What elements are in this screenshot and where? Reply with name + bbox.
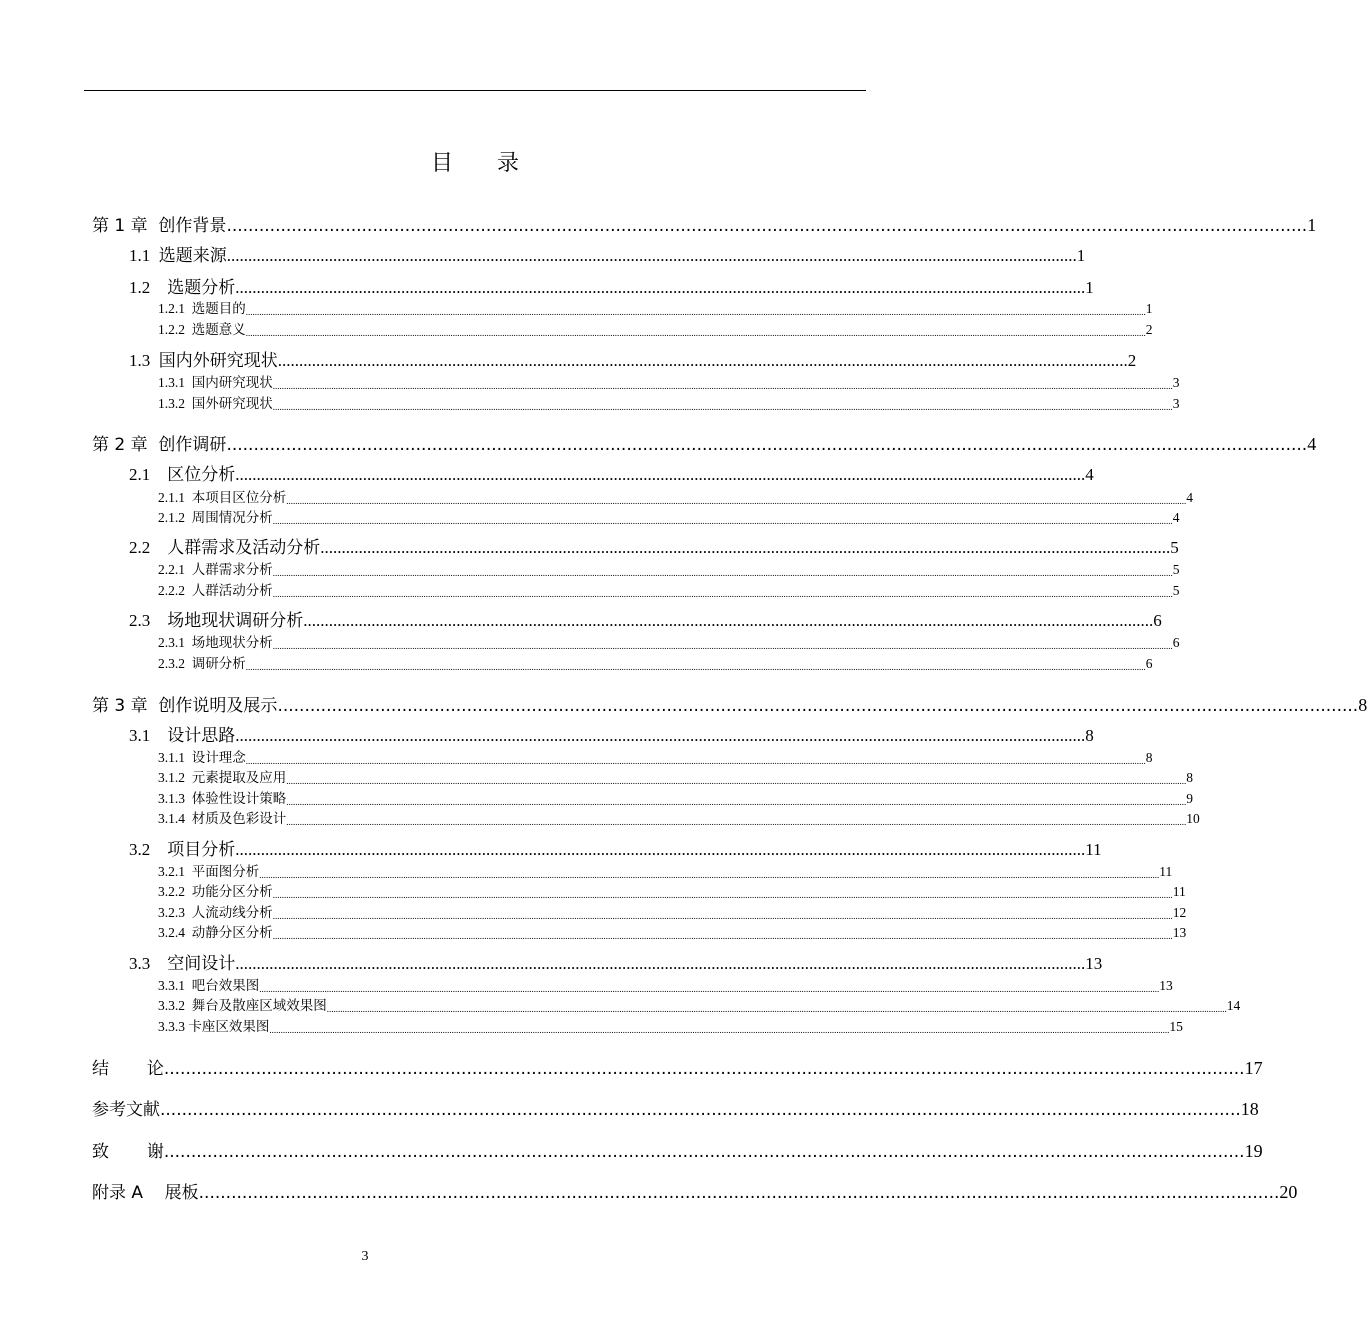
toc-entry-label: 2.2.1 人群需求分析 bbox=[158, 562, 273, 577]
toc-entry[interactable] bbox=[92, 1055, 1263, 1079]
toc-leader-dots: ................................................................................................................................................................................................................................................................................................................................................................................................................ bbox=[245, 662, 1146, 672]
toc-leader-dots: ........................................................................................................................................................................................................ bbox=[226, 246, 1077, 265]
toc-entry-page: 20 bbox=[1279, 1182, 1298, 1202]
toc-entry-page: 4 bbox=[1186, 490, 1193, 505]
toc-entry-page: 5 bbox=[1170, 538, 1179, 557]
toc-title-char-2: 录 bbox=[497, 151, 520, 176]
toc-entry-label: 第 3 章 创作说明及展示 bbox=[92, 696, 278, 716]
toc-entry-label: 1.3.1 国内研究现状 bbox=[158, 375, 273, 390]
toc-entry-label: 3.2.3 人流动线分析 bbox=[158, 905, 273, 920]
toc-entry[interactable] bbox=[158, 509, 1180, 526]
toc-entry-label: 3.1.3 体验性设计策略 bbox=[158, 791, 287, 806]
toc-entry-page: 4 bbox=[1085, 465, 1094, 484]
toc-entry-label: 第 2 章 创作调研 bbox=[92, 435, 227, 455]
toc-entry-page: 1 bbox=[1307, 215, 1317, 235]
toc-entry[interactable] bbox=[158, 1018, 1183, 1035]
toc-entry-label: 2.3 场地现状调研分析 bbox=[129, 611, 304, 630]
toc-entry[interactable] bbox=[92, 431, 1317, 455]
toc-entry-page: 9 bbox=[1186, 791, 1193, 806]
toc-entry-page: 2 bbox=[1145, 322, 1153, 337]
toc-entry-page: 4 bbox=[1307, 434, 1317, 454]
toc-entry[interactable] bbox=[129, 463, 1094, 485]
toc-entry[interactable] bbox=[129, 609, 1162, 631]
toc-entry[interactable] bbox=[158, 655, 1153, 672]
toc-entry[interactable] bbox=[129, 838, 1102, 860]
toc-entry-label: 3.3.3 卡座区效果图 bbox=[158, 1019, 270, 1034]
toc-leader-dots: ........................................................................................................................................................................................................ bbox=[235, 465, 1086, 484]
toc-leader-dots: ........................................................................................................................................................................................................ bbox=[160, 1100, 1241, 1120]
toc-entry[interactable] bbox=[158, 561, 1180, 578]
toc-entry[interactable] bbox=[158, 924, 1187, 941]
toc-entry-page: 17 bbox=[1244, 1058, 1263, 1078]
toc-entry-label: 1.2.2 选题意义 bbox=[158, 322, 246, 337]
toc-entry[interactable] bbox=[129, 276, 1094, 298]
toc-entry[interactable] bbox=[92, 1138, 1263, 1162]
toc-leader-dots: ........................................................................................................................................................................................................ bbox=[163, 1142, 1245, 1162]
toc-entry-page: 13 bbox=[1085, 954, 1103, 973]
toc-entry[interactable] bbox=[158, 489, 1193, 506]
toc-entry-page: 6 bbox=[1153, 611, 1162, 630]
toc-entry-page: 1 bbox=[1145, 301, 1153, 316]
toc-entry-page: 11 bbox=[1172, 884, 1186, 899]
toc-entry[interactable] bbox=[158, 749, 1153, 766]
toc-entry[interactable] bbox=[158, 769, 1193, 786]
toc-entry[interactable] bbox=[92, 692, 1367, 716]
toc-leader-dots: ................................................................................................................................................................................................................................................................................................................................................................................................................ bbox=[286, 817, 1187, 827]
toc-leader-dots: ................................................................................................................................................................................................................................................................................................................................................................................................................ bbox=[272, 589, 1173, 599]
toc-leader-dots: ........................................................................................................................................................................................................ bbox=[235, 726, 1086, 745]
toc-entry[interactable] bbox=[158, 300, 1153, 317]
toc-entry-page: 8 bbox=[1186, 770, 1193, 785]
toc-leader-dots: ........................................................................................................................................................................................................ bbox=[277, 696, 1359, 716]
toc-entry-label: 结 论 bbox=[92, 1059, 164, 1079]
toc-leader-dots: ........................................................................................................................................................................................................ bbox=[235, 278, 1086, 297]
toc-entry[interactable] bbox=[158, 810, 1200, 827]
toc-leader-dots: ........................................................................................................................................................................................................ bbox=[226, 435, 1308, 455]
toc-entry-label: 3.1.2 元素提取及应用 bbox=[158, 770, 287, 785]
toc-leader-dots: ........................................................................................................................................................................................................ bbox=[320, 538, 1171, 557]
toc-leader-dots: ........................................................................................................................................................................................................ bbox=[235, 840, 1086, 859]
toc-entry-label: 2.2 人群需求及活动分析 bbox=[129, 538, 321, 557]
toc-entry[interactable] bbox=[129, 952, 1103, 974]
toc-entry-label: 1.3.2 国外研究现状 bbox=[158, 396, 273, 411]
toc-entry-page: 3 bbox=[1172, 375, 1180, 390]
toc-entry-page: 19 bbox=[1244, 1141, 1263, 1161]
toc-leader-dots: ................................................................................................................................................................................................................................................................................................................................................................................................................ bbox=[286, 776, 1187, 786]
toc-leader-dots: ................................................................................................................................................................................................................................................................................................................................................................................................................ bbox=[272, 911, 1173, 921]
toc-entry-label: 2.1.2 周围情况分析 bbox=[158, 510, 273, 525]
toc-leader-dots: ................................................................................................................................................................................................................................................................................................................................................................................................................ bbox=[245, 307, 1146, 317]
toc-leader-dots: ........................................................................................................................................................................................................ bbox=[163, 1059, 1245, 1079]
toc-entry[interactable] bbox=[158, 883, 1186, 900]
toc-entry-page: 8 bbox=[1085, 726, 1094, 745]
toc-entry[interactable] bbox=[158, 790, 1193, 807]
toc-entry-label: 3.2.2 功能分区分析 bbox=[158, 884, 273, 899]
toc-entry-label: 2.1 区位分析 bbox=[129, 465, 236, 484]
toc-entry[interactable] bbox=[158, 321, 1153, 338]
toc-entry-label: 3.1 设计思路 bbox=[129, 726, 236, 745]
toc-entry-page: 1 bbox=[1085, 278, 1094, 297]
toc-entry-page: 8 bbox=[1358, 695, 1367, 715]
toc-entry-page: 14 bbox=[1226, 998, 1241, 1013]
toc-entry[interactable] bbox=[129, 349, 1137, 371]
toc-entry-label: 3.3 空间设计 bbox=[129, 954, 236, 973]
toc-entry-page: 6 bbox=[1145, 656, 1153, 671]
toc-entry-page: 13 bbox=[1159, 978, 1173, 993]
toc-leader-dots: ................................................................................................................................................................................................................................................................................................................................................................................................................ bbox=[272, 568, 1173, 578]
toc-entry-label: 参考文献 bbox=[92, 1100, 160, 1120]
toc-entry-label: 3.3.1 吧台效果图 bbox=[158, 978, 260, 993]
toc-entry-label: 第 1 章 创作背景 bbox=[92, 216, 227, 236]
toc-entry-label: 3.1.4 材质及色彩设计 bbox=[158, 811, 287, 826]
toc-entry-page: 12 bbox=[1172, 905, 1187, 920]
toc-leader-dots: ........................................................................................................................................................................................................ bbox=[235, 954, 1086, 973]
toc-leader-dots: ................................................................................................................................................................................................................................................................................................................................................................................................................ bbox=[272, 890, 1173, 900]
toc-entry-label: 附录 A 展板 bbox=[92, 1183, 199, 1203]
toc-entry-label: 3.1.1 设计理念 bbox=[158, 750, 246, 765]
toc-leader-dots: ........................................................................................................................................................................................................ bbox=[198, 1183, 1280, 1203]
toc-entry-page: 8 bbox=[1145, 750, 1153, 765]
toc-leader-dots: ........................................................................................................................................................................................................ bbox=[226, 216, 1308, 236]
toc-entry[interactable] bbox=[158, 904, 1187, 921]
toc-entry[interactable] bbox=[92, 212, 1317, 236]
toc-entry-label: 3.2.4 动静分区分析 bbox=[158, 925, 273, 940]
toc-entry-page: 5 bbox=[1172, 562, 1180, 577]
toc-entry[interactable] bbox=[158, 977, 1173, 994]
toc-entry-label: 2.3.2 调研分析 bbox=[158, 656, 246, 671]
page-number: 3 bbox=[361, 1249, 369, 1264]
toc-entry[interactable] bbox=[92, 1096, 1259, 1120]
toc-entry[interactable] bbox=[92, 1179, 1298, 1203]
toc-entry-label: 1.3 国内外研究现状 bbox=[129, 351, 278, 370]
toc-entry-label: 致 谢 bbox=[92, 1142, 164, 1162]
toc-title-char-1: 目 bbox=[430, 151, 453, 176]
toc-leader-dots: ................................................................................................................................................................................................................................................................................................................................................................................................................ bbox=[269, 1025, 1170, 1035]
toc-entry[interactable] bbox=[158, 863, 1173, 880]
toc-entry-label: 1.2.1 选题目的 bbox=[158, 301, 246, 316]
toc-entry-page: 13 bbox=[1172, 925, 1187, 940]
toc-entry-label: 2.2.2 人群活动分析 bbox=[158, 583, 273, 598]
toc-leader-dots: ................................................................................................................................................................................................................................................................................................................................................................................................................ bbox=[326, 1004, 1227, 1014]
toc-entry-page: 2 bbox=[1127, 351, 1137, 370]
toc-entry-label: 2.1.1 本项目区位分析 bbox=[158, 490, 287, 505]
toc-entry-page: 15 bbox=[1169, 1019, 1183, 1034]
toc-leader-dots: ........................................................................................................................................................................................................ bbox=[303, 611, 1154, 630]
toc-leader-dots: ................................................................................................................................................................................................................................................................................................................................................................................................................ bbox=[286, 496, 1187, 506]
toc-entry-label: 3.2.1 平面图分析 bbox=[158, 864, 260, 879]
toc-leader-dots: ................................................................................................................................................................................................................................................................................................................................................................................................................ bbox=[272, 931, 1173, 941]
toc-entry[interactable] bbox=[158, 395, 1180, 412]
toc-entry[interactable] bbox=[158, 997, 1241, 1014]
toc-entry[interactable] bbox=[129, 724, 1094, 746]
toc-entry[interactable] bbox=[158, 634, 1180, 651]
toc-entry-page: 11 bbox=[1159, 864, 1173, 879]
toc-leader-dots: ................................................................................................................................................................................................................................................................................................................................................................................................................ bbox=[259, 984, 1160, 994]
toc-entry[interactable] bbox=[158, 374, 1180, 391]
toc-leader-dots: ................................................................................................................................................................................................................................................................................................................................................................................................................ bbox=[286, 797, 1187, 807]
toc-entry-page: 18 bbox=[1240, 1099, 1259, 1119]
toc-leader-dots: ................................................................................................................................................................................................................................................................................................................................................................................................................ bbox=[272, 641, 1173, 651]
toc-entry-label: 3.3.2 舞台及散座区域效果图 bbox=[158, 998, 327, 1013]
toc-entry[interactable] bbox=[129, 536, 1179, 558]
toc-entry-page: 5 bbox=[1172, 583, 1180, 598]
toc-leader-dots: ................................................................................................................................................................................................................................................................................................................................................................................................................ bbox=[272, 402, 1173, 412]
toc-entry-page: 6 bbox=[1172, 635, 1180, 650]
toc-entry-page: 1 bbox=[1076, 246, 1086, 265]
toc-entry-page: 10 bbox=[1186, 811, 1200, 826]
toc-entry-label: 3.2 项目分析 bbox=[129, 840, 236, 859]
toc-entry-page: 4 bbox=[1172, 510, 1180, 525]
toc-leader-dots: ................................................................................................................................................................................................................................................................................................................................................................................................................ bbox=[272, 381, 1173, 391]
toc-entry-label: 1.1 选题来源 bbox=[129, 246, 227, 265]
toc-leader-dots: ................................................................................................................................................................................................................................................................................................................................................................................................................ bbox=[245, 328, 1146, 338]
toc-leader-dots: ................................................................................................................................................................................................................................................................................................................................................................................................................ bbox=[245, 756, 1146, 766]
toc-entry[interactable] bbox=[158, 582, 1180, 599]
toc-leader-dots: ........................................................................................................................................................................................................ bbox=[277, 351, 1128, 370]
toc-leader-dots: ................................................................................................................................................................................................................................................................................................................................................................................................................ bbox=[259, 870, 1160, 880]
toc-entry-label: 2.3.1 场地现状分析 bbox=[158, 635, 273, 650]
toc-entry[interactable] bbox=[129, 244, 1086, 266]
toc-entry-label: 1.2 选题分析 bbox=[129, 278, 236, 297]
toc-entry-page: 3 bbox=[1172, 396, 1180, 411]
toc-leader-dots: ................................................................................................................................................................................................................................................................................................................................................................................................................ bbox=[272, 516, 1173, 526]
toc-entry-page: 11 bbox=[1085, 840, 1102, 859]
